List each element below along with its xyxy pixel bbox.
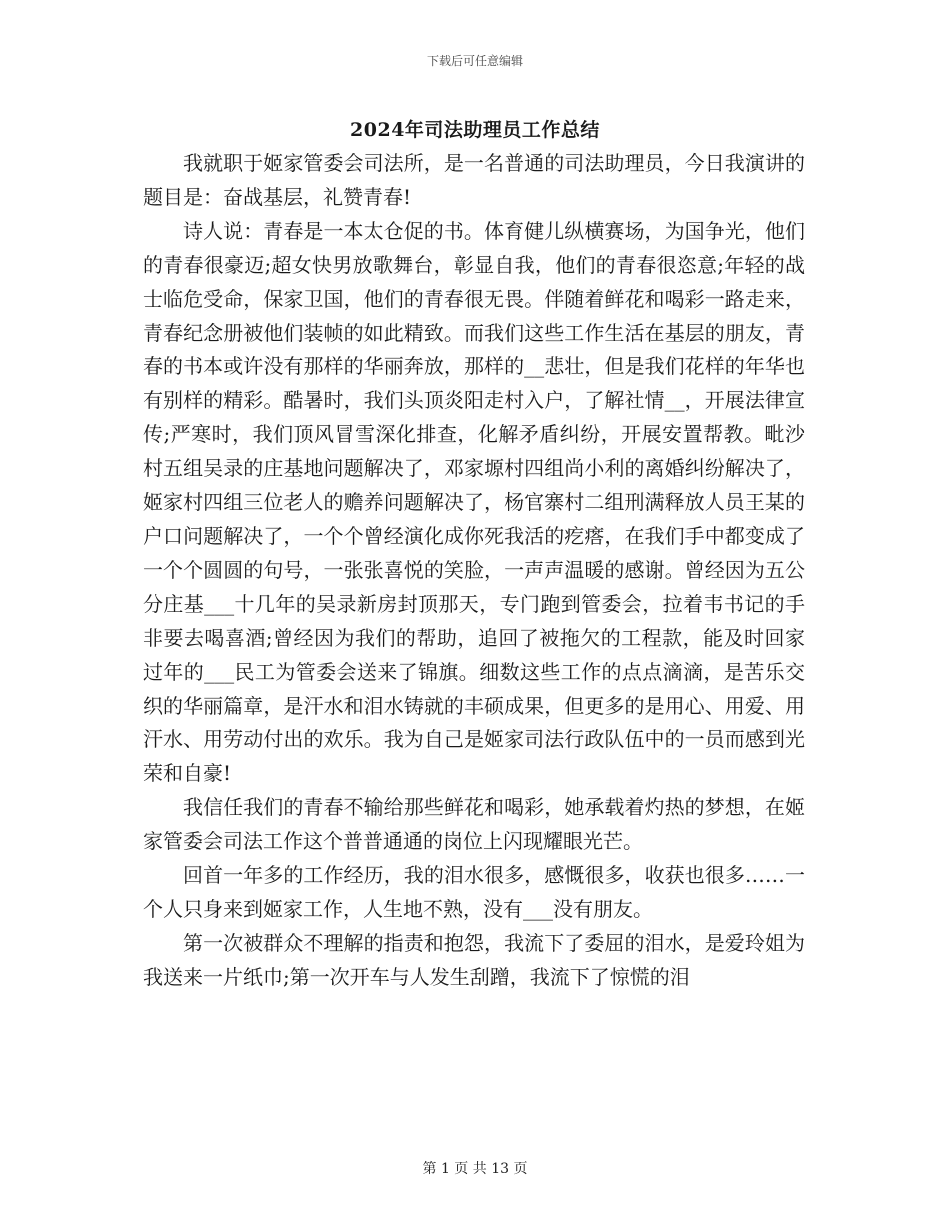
paragraph: 回首一年多的工作经历，我的泪水很多，感慨很多，收获也很多……一个人只身来到姬家工作，人生地不熟，没有___没有朋友。 bbox=[143, 863, 805, 921]
page-header-note: 下载后可任意编辑 bbox=[426, 54, 523, 68]
paragraph: 诗人说：青春是一本太仓促的书。体育健儿纵横赛场，为国争光，他们的青春很豪迈;超女快男放歌舞台，彰显自我，他们的青春很恣意;年轻的战士临危受命，保家卫国，他们的青春很无畏。伴随着鲜花和喝彩一路走来，青春纪念册被他们装帧的如此精致。而我们这些工作生活在基层的朋友，青春的书本或许没有那样的华丽奔放，那样的__悲壮，但是我们花样的年华也有别样的精彩。酷暑时，我们头顶炎阳走村入户，了解社情__，开展法律宣传;严寒时，我们顶风冒雪深化排查，化解矛盾纠纷，开展安置帮教。毗沙村五组吴录的庄基地问题解决了，邓家塬村四组尚小利的离婚纠纷解决了，姬家村四组三位老人的赡养问题解决了，杨官寨村二组刑满释放人员王某的户口问题解决了，一个个曾经演化成你死我活的疙瘩，在我们手中都变成了一个个圆圆的句号，一张张喜悦的笑脸，一声声温暖的感谢。曾经因为五公分庄基___十几年的吴录新房封顶那天，专门跑到管委会，拉着韦书记的手非要去喝喜酒;曾经因为我们的帮助，追回了被拖欠的工程款，能及时回家过年的___民工为管委会送来了锦旗。细数这些工作的点点滴滴，是苦乐交织的华丽篇章，是汗水和泪水铸就的丰硕成果，但更多的是用心、用爱、用汗水、用劳动付出的欢乐。我为自己是姬家司法行政队伍中的一员而感到光荣和自豪! bbox=[143, 218, 805, 786]
paragraph: 我就职于姬家管委会司法所，是一名普通的司法助理员，今日我演讲的题目是：奋战基层，礼赞青春! bbox=[143, 151, 805, 209]
paragraph: 第一次被群众不理解的指责和抱怨，我流下了委屈的泪水，是爱玲姐为我送来一片纸巾;第一次开车与人发生刮蹭，我流下了惊慌的泪 bbox=[143, 930, 805, 989]
paragraph: 我信任我们的青春不输给那些鲜花和喝彩，她承载着灼热的梦想，在姬家管委会司法工作这个普普通通的岗位上闪现耀眼光芒。 bbox=[143, 795, 805, 854]
page-number: 第 1 页 共 13 页 bbox=[422, 1161, 528, 1177]
document-body bbox=[143, 147, 805, 995]
document-title: 2024年司法助理员工作总结 bbox=[350, 119, 600, 141]
